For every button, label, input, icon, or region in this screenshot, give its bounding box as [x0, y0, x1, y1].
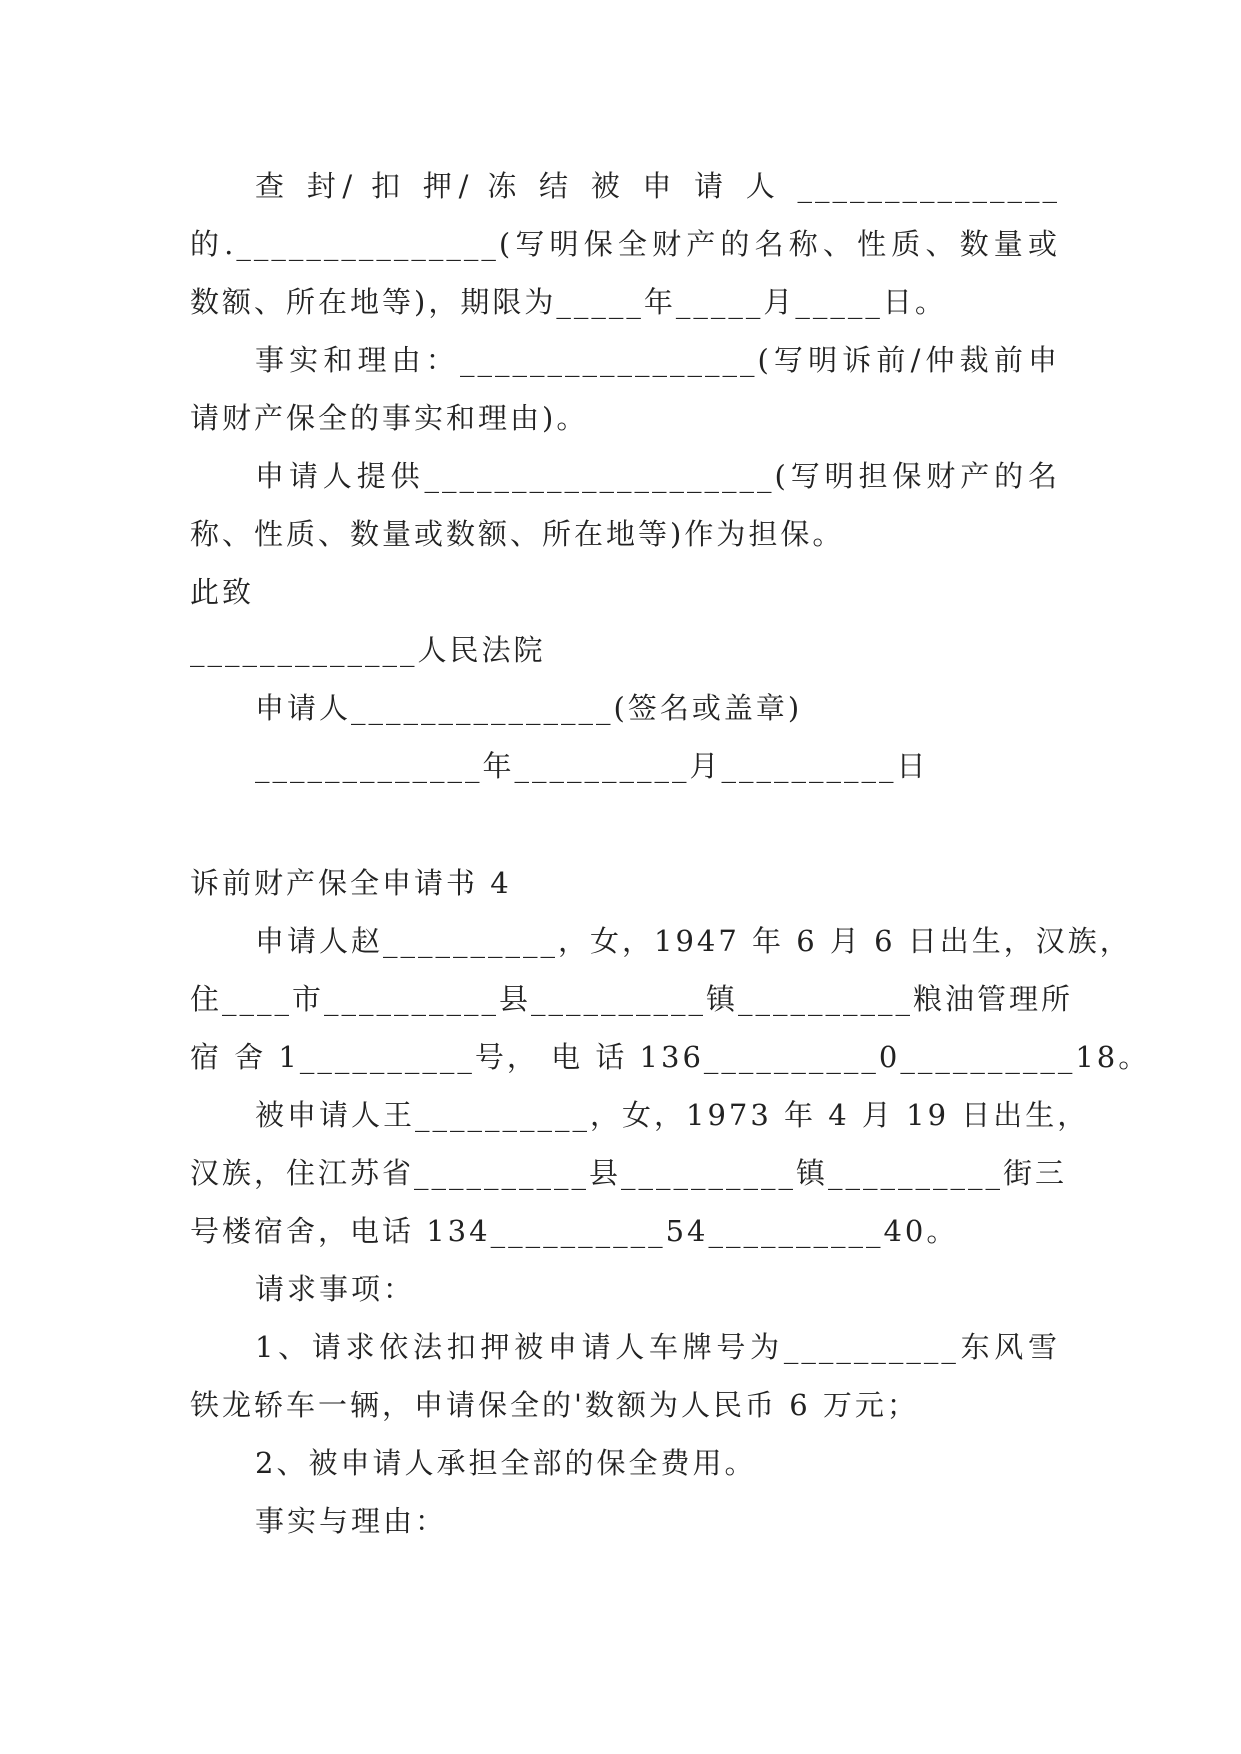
text-line-1: 查 封/ 扣 押/ 冻 结 被 申 请 人 _______________: [255, 169, 1060, 203]
facts-heading: 事实与理由：: [255, 1504, 448, 1538]
text-line-5: 请财产保全的事实和理由)。: [190, 401, 589, 435]
text-line-18: 号楼宿舍，电话 134__________54__________40。: [190, 1214, 959, 1248]
date-line: _____________年__________月__________日: [255, 749, 929, 783]
text-line-2: 的._______________(写明保全财产的名称、性质、数量或: [190, 227, 1060, 261]
text-line-4: 事实和理由：_________________(写明诉前/仲裁前申: [255, 343, 1060, 377]
text-line-7: 称、性质、数量或数额、所在地等)作为担保。: [190, 517, 845, 551]
salutation: 此致: [190, 575, 255, 609]
request-item-1-cont: 铁龙轿车一辆，申请保全的'数额为人民币 6 万元；: [190, 1388, 919, 1422]
text-line-16: 被申请人王__________，女，1973 年 4 月 19 日出生，: [255, 1098, 1090, 1132]
request-heading: 请求事项：: [255, 1272, 416, 1306]
text-line-14: 住____市__________县__________镇__________粮油管理所: [190, 982, 1074, 1016]
signature-line: 申请人_______________(签名或盖章): [255, 691, 803, 725]
text-line-13: 申请人赵__________，女，1947 年 6 月 6 日出生，汉族，: [255, 924, 1132, 958]
request-item-1: 1、请求依法扣押被申请人车牌号为__________东风雪: [255, 1330, 1060, 1364]
text-line-17: 汉族，住江苏省__________县__________镇__________街三: [190, 1156, 1068, 1190]
court-line: _____________人民法院: [190, 633, 546, 667]
request-item-2: 2、被申请人承担全部的保全费用。: [255, 1446, 757, 1480]
text-line-6: 申请人提供____________________(写明担保财产的名: [255, 459, 1060, 493]
section-title: 诉前财产保全申请书 4: [190, 866, 512, 900]
text-line-3: 数额、所在地等)，期限为_____年_____月_____日。: [190, 285, 947, 319]
text-line-15: 宿 舍 1__________号， 电 话 136__________0__________18。: [190, 1040, 1151, 1074]
